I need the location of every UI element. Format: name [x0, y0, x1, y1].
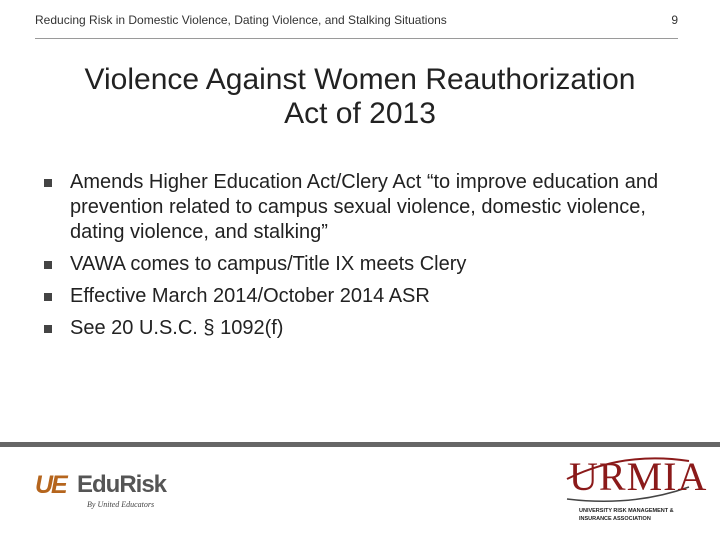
slide-title	[0, 63, 720, 131]
bullet-item	[44, 170, 664, 245]
square-bullet-icon	[44, 293, 52, 301]
ue-logo-mark: UE	[35, 471, 66, 499]
bullet-item	[44, 284, 664, 309]
bullet-text: VAWA comes to campus/Title IX meets Clery	[70, 253, 467, 275]
header-title: Reducing Risk in Domestic Violence, Dating Violence, and Stalking Situations	[35, 13, 447, 27]
edurisk-wordmark: EduRisk	[77, 471, 167, 498]
bullet-text: Amends Higher Education Act/Clery Act “to improve education and prevention related to campus sexual violence, domestic violence, dating violence, and stalking”	[70, 171, 659, 243]
bullet-item	[44, 316, 664, 341]
square-bullet-icon	[44, 261, 52, 269]
square-bullet-icon	[44, 179, 52, 187]
bullet-list	[44, 170, 664, 348]
urmia-tagline: UNIVERSITY RISK MANAGEMENT & INSURANCE ASSOCIATION	[579, 508, 674, 522]
square-bullet-icon	[44, 325, 52, 333]
bullet-text: See 20 U.S.C. § 1092(f)	[70, 317, 284, 339]
edurisk-byline: By United Educators	[87, 500, 155, 509]
bullet-text: Effective March 2014/October 2014 ASR	[70, 285, 430, 307]
header-divider	[35, 38, 678, 39]
slide-title-line-2: Act of 2013	[284, 97, 436, 130]
slide-title-line-1: Violence Against Women Reauthorization	[84, 63, 636, 96]
urmia-logo	[563, 449, 708, 529]
urmia-wordmark: URMIA	[569, 454, 708, 499]
edurisk-logo	[35, 467, 165, 512]
page-number: 9	[671, 13, 678, 27]
footer-divider	[0, 442, 720, 447]
bullet-item	[44, 252, 664, 277]
